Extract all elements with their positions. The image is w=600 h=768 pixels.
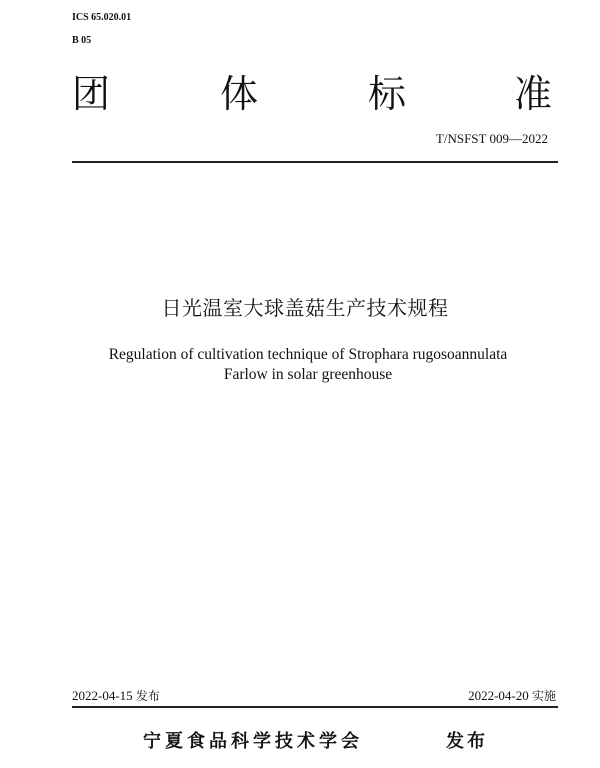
issue-date-block — [72, 687, 160, 704]
standard-type-char: 准 — [514, 72, 553, 116]
ics-code: ICS 65.020.01 — [72, 12, 132, 23]
standard-type-heading — [72, 72, 558, 118]
publish-label: 发布 — [446, 731, 488, 752]
standard-type-char: 团 — [72, 72, 111, 116]
header-divider — [72, 161, 558, 163]
english-title — [0, 345, 600, 385]
footer-divider — [72, 706, 558, 708]
issue-date: 2022-04-15 — [72, 688, 133, 703]
issue-label: 发布 — [135, 689, 160, 703]
classification-code: B 05 — [72, 35, 92, 46]
english-title-line-2: Farlow in solar greenhouse — [223, 366, 393, 383]
standard-type-char: 体 — [220, 72, 259, 116]
english-title-line-1: Regulation of cultivation technique of Strophara rugosoannulata — [108, 346, 508, 363]
implementation-date-block — [468, 687, 556, 704]
implementation-date: 2022-04-20 — [468, 688, 529, 703]
chinese-title: 日光温室大球盖菇生产技术规程 — [161, 296, 449, 320]
implementation-label: 实施 — [531, 689, 556, 703]
publisher-name: 宁夏食品科学技术学会 — [143, 731, 363, 752]
standard-number: T/NSFST 009—2022 — [435, 131, 548, 146]
standard-type-char: 标 — [368, 72, 407, 116]
